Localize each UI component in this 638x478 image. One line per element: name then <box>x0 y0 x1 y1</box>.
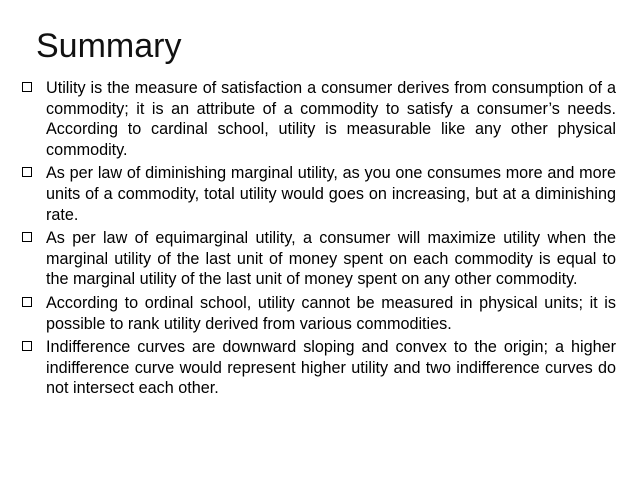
square-bullet-icon <box>22 167 32 177</box>
square-bullet-icon <box>22 341 32 351</box>
square-bullet-icon <box>22 82 32 92</box>
bullet-text: Utility is the measure of satisfaction a consumer derives from consumption of a commodity; it is an attribute of a commodity to satisfy a consumer’s needs. According to cardinal school, utility is measurable like any other physical commodity. <box>46 79 616 159</box>
square-bullet-icon <box>22 232 32 242</box>
bullet-item <box>20 293 616 334</box>
bullet-item <box>20 78 616 160</box>
bullet-item <box>20 337 616 399</box>
bullet-text: As per law of diminishing marginal utility, as you one consumes more and more units of a commodity, total utility would goes on increasing, but at a diminishing rate. <box>46 164 616 224</box>
square-bullet-icon <box>22 297 32 307</box>
bullet-item <box>20 163 616 225</box>
bullet-item <box>20 228 616 290</box>
bullet-text: According to ordinal school, utility cannot be measured in physical units; it is possible to rank utility derived from various commodities. <box>46 293 616 333</box>
bullet-list <box>20 78 616 402</box>
slide-title: Summary <box>36 27 182 65</box>
bullet-text: Indifference curves are downward sloping and convex to the origin; a higher indifference curve would represent higher utility and two indifference curves do not intersect each other. <box>46 338 616 398</box>
bullet-text: As per law of equimarginal utility, a consumer will maximize utility when the marginal utility of the last unit of money spent on each commodity is equal to the marginal utility of the last unit of money spent on any other commodity. <box>46 229 616 289</box>
